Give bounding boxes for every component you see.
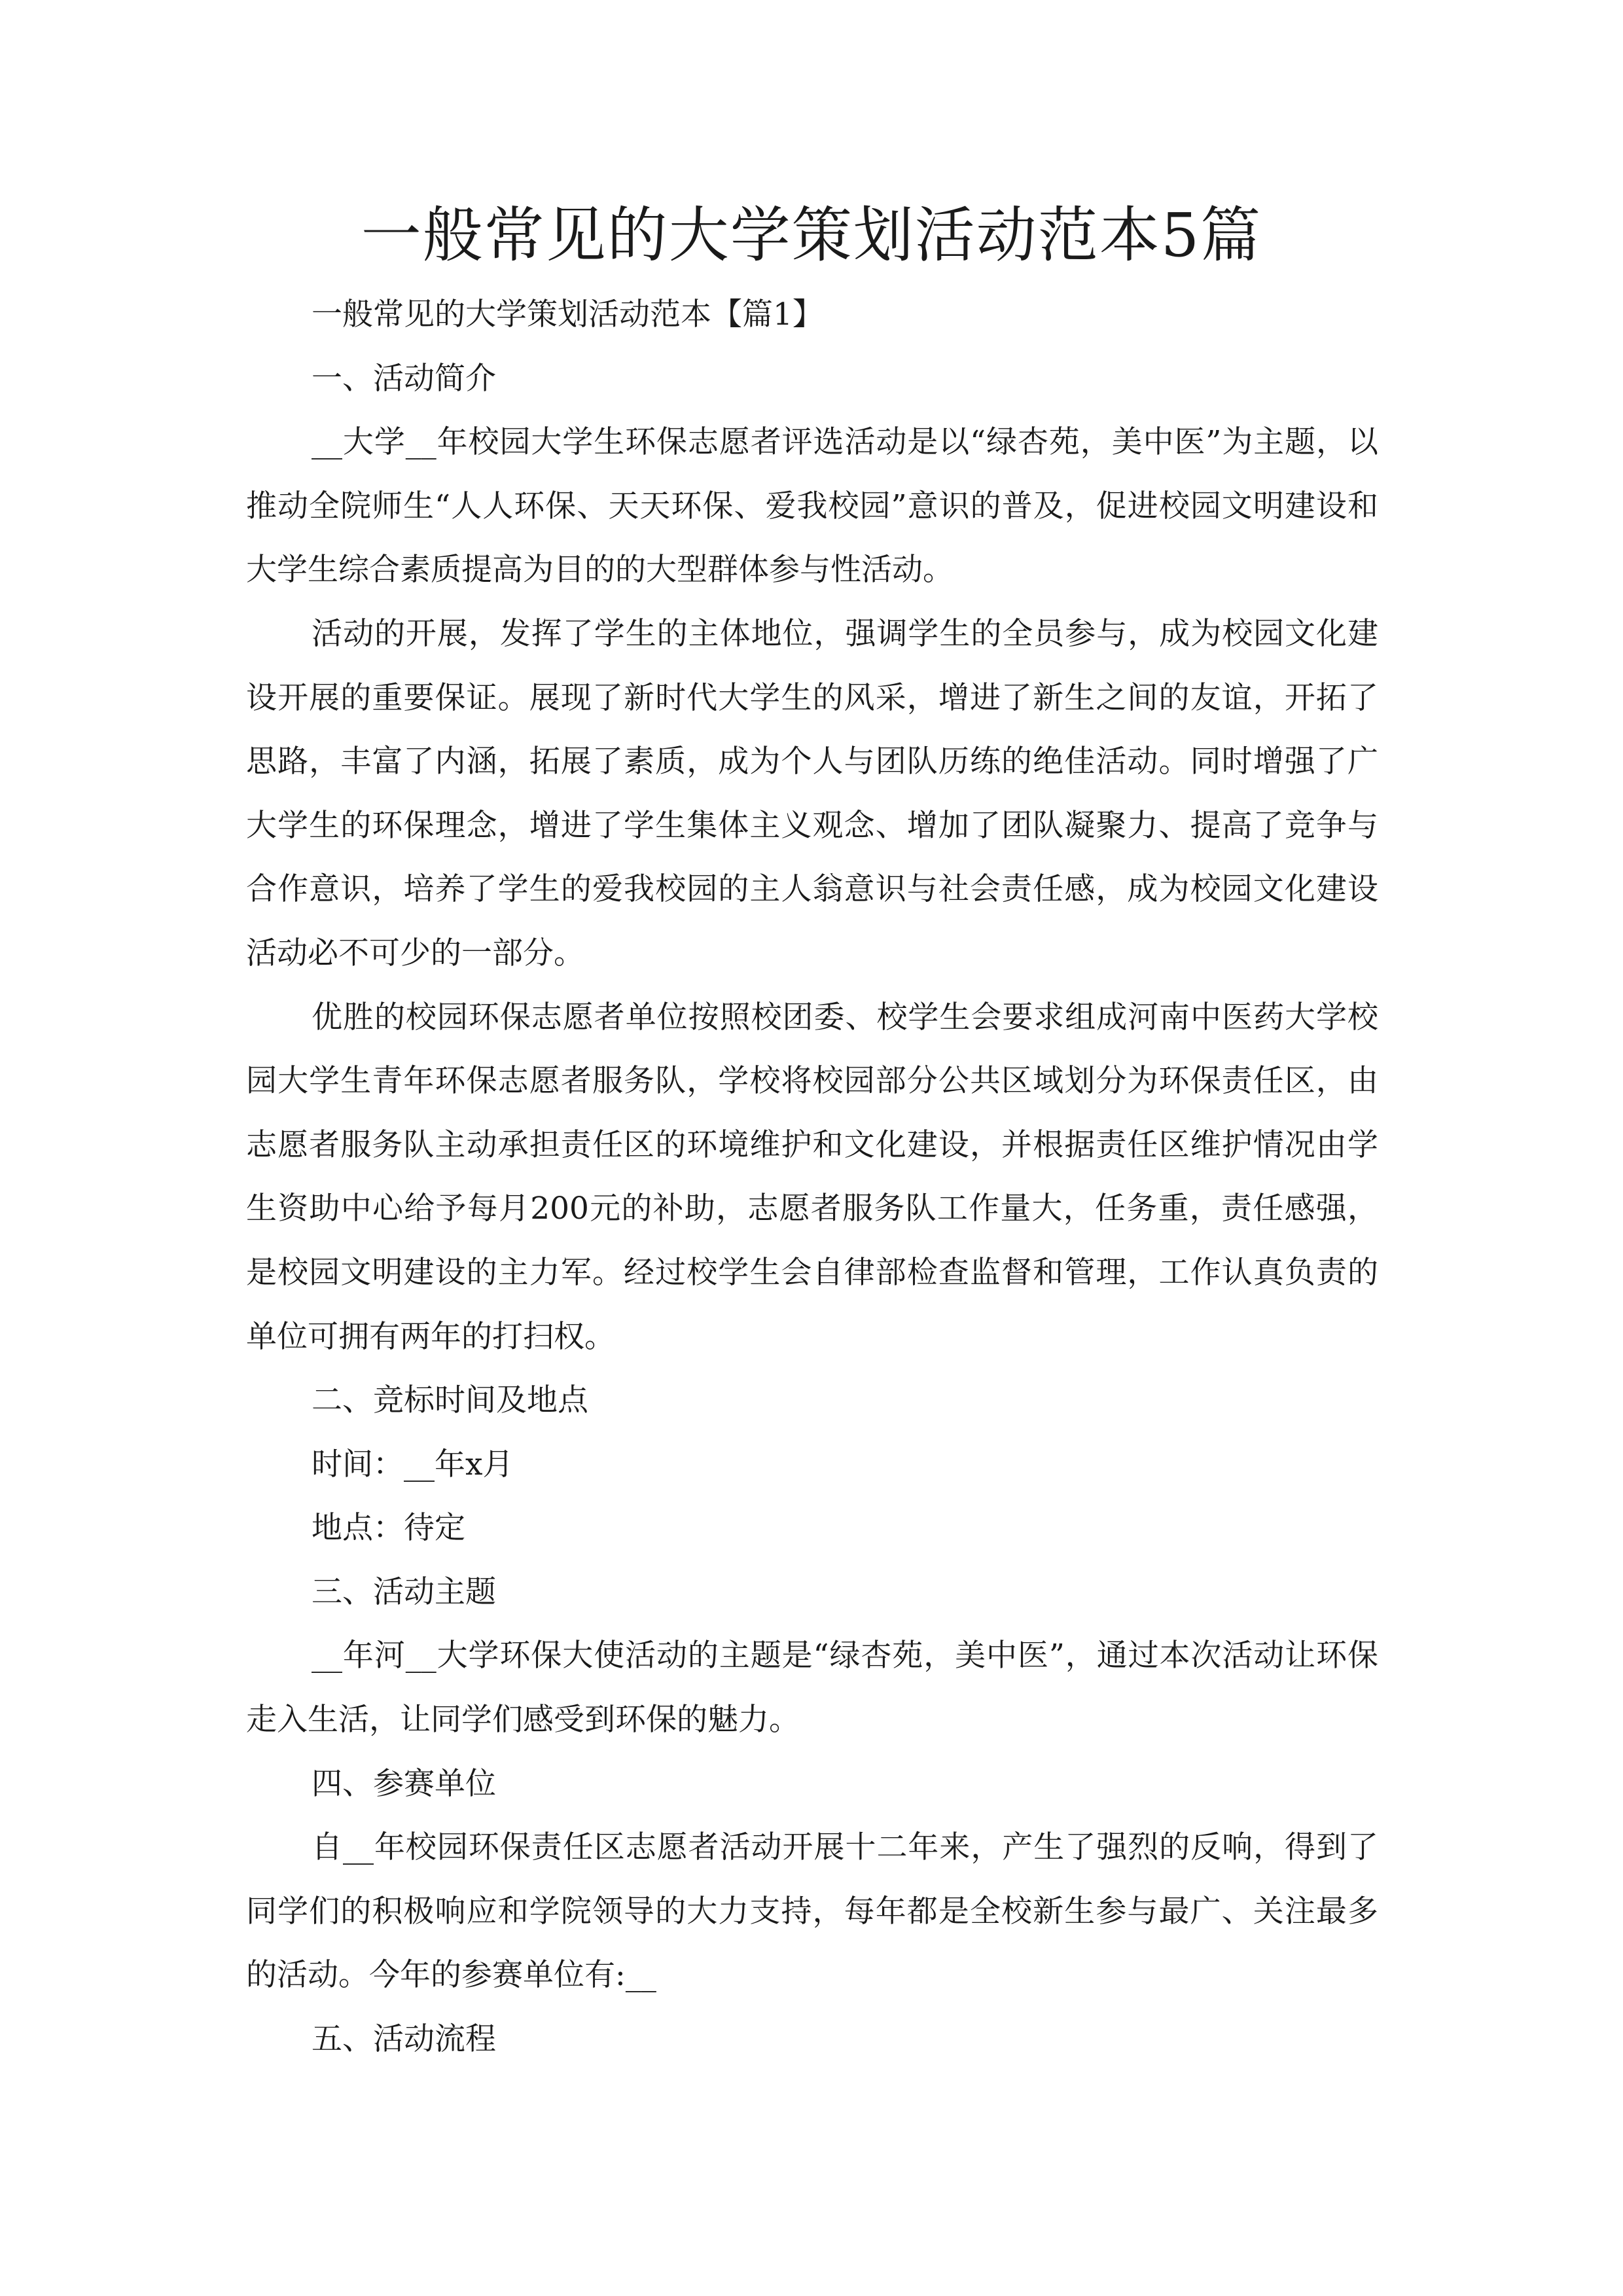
body-paragraph: 活动的开展，发挥了学生的主体地位，强调学生的全员参与，成为校园文化建设开展的重要保证。展现了新时代大学生的风采，增进了新生之间的友谊，开拓了思路，丰富了内涵，拓展了素质，成为个人与团队历练的绝佳活动。同时增强了广大学生的环保理念，增进了学生集体主义观念、增加了团队凝聚力、提高了竞争与合作意识，培养了学生的爱我校园的主人翁意识与社会责任感，成为校园文化建设活动必不可少的一部分。 — [246, 615, 1378, 971]
body-paragraph: __大学__年校园大学生环保志愿者评选活动是以“绿杏苑，美中医”为主题，以推动全院师生“人人环保、天天环保、爱我校园”意识的普及，促进校园文明建设和大学生综合素质提高为目的的大型群体参与性活动。 — [246, 424, 1378, 588]
subsection-heading: 四、参赛单位 — [312, 1765, 496, 1802]
body-paragraph: 自__年校园环保责任区志愿者活动开展十二年来，产生了强烈的反响，得到了同学们的积极响应和学院领导的大力支持，每年都是全校新生参与最广、关注最多的活动。今年的参赛单位有:__ — [246, 1829, 1378, 1994]
document-body — [246, 283, 1378, 2072]
section-heading: 一般常见的大学策划活动范本【篇1】 — [312, 296, 823, 332]
body-paragraph: __年河__大学环保大使活动的主题是“绿杏苑，美中医”，通过本次活动让环保走入生活，让同学们感受到环保的魅力。 — [246, 1638, 1378, 1738]
subsection-heading: 一、活动简介 — [312, 360, 496, 397]
body-paragraph: 优胜的校园环保志愿者单位按照校团委、校学生会要求组成河南中医药大学校园大学生青年环保志愿者服务队，学校将校园部分公共区域划分为环保责任区，由志愿者服务队主动承担责任区的环境维护和文化建设，并根据责任区维护情况由学生资助中心给予每月200元的补助，志愿者服务队工作量大，任务重，责任感强，是校园文明建设的主力军。经过校学生会自律部检查监督和管理，工作认真负责的单位可拥有两年的打扫权。 — [246, 999, 1378, 1355]
subsection-heading: 三、活动主题 — [312, 1573, 496, 1610]
subsection-heading: 二、竞标时间及地点 — [312, 1382, 588, 1419]
subsection-heading: 五、活动流程 — [312, 2021, 496, 2058]
document-title: 一般常见的大学策划活动范本5篇 — [361, 200, 1262, 270]
body-paragraph: 地点：待定 — [312, 1510, 465, 1547]
body-paragraph: 时间：__年x月 — [312, 1446, 514, 1482]
